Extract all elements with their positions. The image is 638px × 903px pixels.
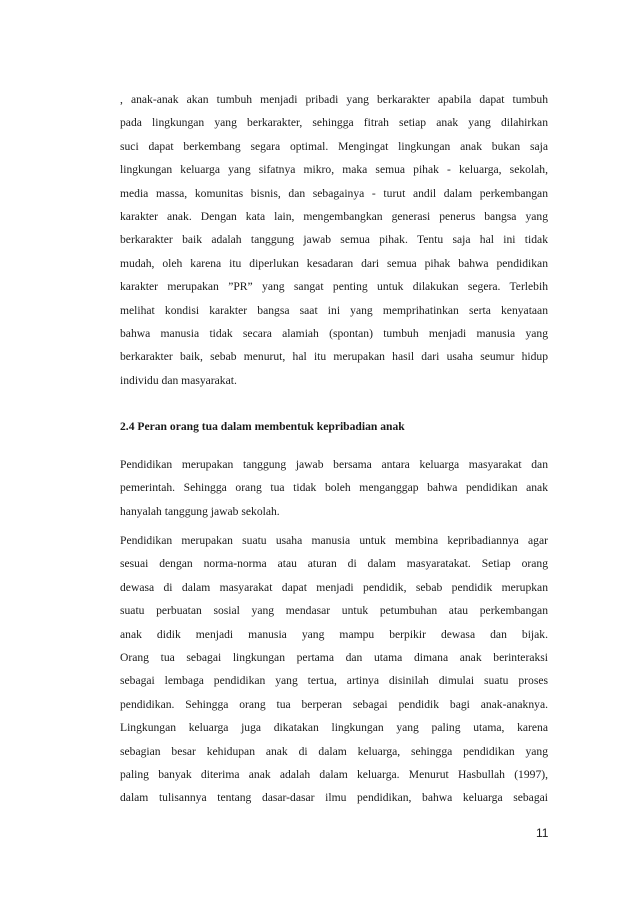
text-line: lingkungan keluarga yang sifatnya mikro, maka semua pihak - keluarga, sekolah, bbox=[120, 163, 548, 177]
text-line: individu dan masyarakat. bbox=[120, 373, 237, 387]
text-line: pendidikan. Sehingga orang tua berperan sebagai pendidik bagi anak-anaknya. bbox=[120, 697, 548, 711]
text-line: mudah, oleh karena itu diperlukan kesadaran dari semua pihak bahwa pendidikan bbox=[120, 256, 548, 270]
text-line: karakter merupakan ”PR” yang sangat penting untuk dilakukan segera. Terlebih bbox=[120, 280, 548, 294]
text-line: bahwa manusia tidak secara alamiah (spontan) tumbuh menjadi manusia yang bbox=[120, 326, 548, 340]
text-line: hanyalah tanggung jawab sekolah. bbox=[120, 504, 280, 518]
section-heading: 2.4 Peran orang tua dalam membentuk kepribadian anak bbox=[120, 420, 405, 433]
paragraph-1 bbox=[120, 88, 548, 392]
text-line: karakter anak. Dengan kata lain, mengembangkan generasi penerus bangsa yang bbox=[120, 209, 548, 223]
text-line: berkarakter baik adalah tanggung jawab semua pihak. Tentu saja hal ini tidak bbox=[120, 233, 548, 247]
text-line: melihat kondisi karakter bangsa saat ini yang memprihatinkan serta kenyataan bbox=[120, 303, 548, 317]
text-line: suatu perbuatan sosial yang mendasar untuk petumbuhan atau perkembangan bbox=[120, 604, 548, 618]
text-line: , anak-anak akan tumbuh menjadi pribadi yang berkarakter apabila dapat tumbuh bbox=[120, 93, 548, 106]
text-line: pemerintah. Sehingga orang tua tidak boleh menganggap bahwa pendidikan anak bbox=[120, 481, 548, 495]
text-line: anak didik menjadi manusia yang mampu berpikir dewasa dan bijak. bbox=[120, 627, 548, 641]
text-line: berkarakter baik, sebab menurut, hal itu merupakan hasil dari usaha seumur hidup bbox=[120, 350, 548, 364]
text-line: sebagian besar kehidupan anak di dalam keluarga, sehingga pendidikan yang bbox=[120, 744, 548, 758]
text-line: pada lingkungan yang berkarakter, sehingga fitrah setiap anak yang dilahirkan bbox=[120, 116, 548, 130]
text-line: dewasa di dalam masyarakat dapat menjadi pendidik, sebab pendidik merupkan bbox=[120, 580, 548, 594]
text-line: Pendidikan merupakan tanggung jawab bersama antara keluarga masyarakat dan bbox=[120, 458, 548, 471]
paragraph-3 bbox=[120, 529, 548, 810]
text-line: media massa, komunitas bisnis, dan sebagainya - turut andil dalam perkembangan bbox=[120, 186, 548, 200]
text-line: Orang tua sebagai lingkungan pertama dan utama dimana anak berinteraksi bbox=[120, 650, 548, 664]
page-number: 11 bbox=[536, 826, 549, 840]
text-line: sebagai lembaga pendidikan yang tertua, artinya disinilah dimulai suatu proses bbox=[120, 674, 548, 688]
paragraph-2 bbox=[120, 453, 548, 523]
text-line: suci dapat berkembang segara optimal. Mengingat lingkungan anak bukan saja bbox=[120, 139, 548, 153]
text-line: Lingkungan keluarga juga dikatakan lingkungan yang paling utama, karena bbox=[120, 721, 548, 735]
text-line: paling banyak diterima anak adalah dalam keluarga. Menurut Hasbullah (1997), bbox=[120, 767, 548, 781]
text-line: sesuai dengan norma-norma atau aturan di dalam masyaratakat. Setiap orang bbox=[120, 557, 548, 571]
text-line: Pendidikan merupakan suatu usaha manusia untuk membina kepribadiannya agar bbox=[120, 534, 548, 547]
text-line: dalam tulisannya tentang dasar-dasar ilmu pendidikan, bahwa keluarga sebagai bbox=[120, 791, 548, 805]
